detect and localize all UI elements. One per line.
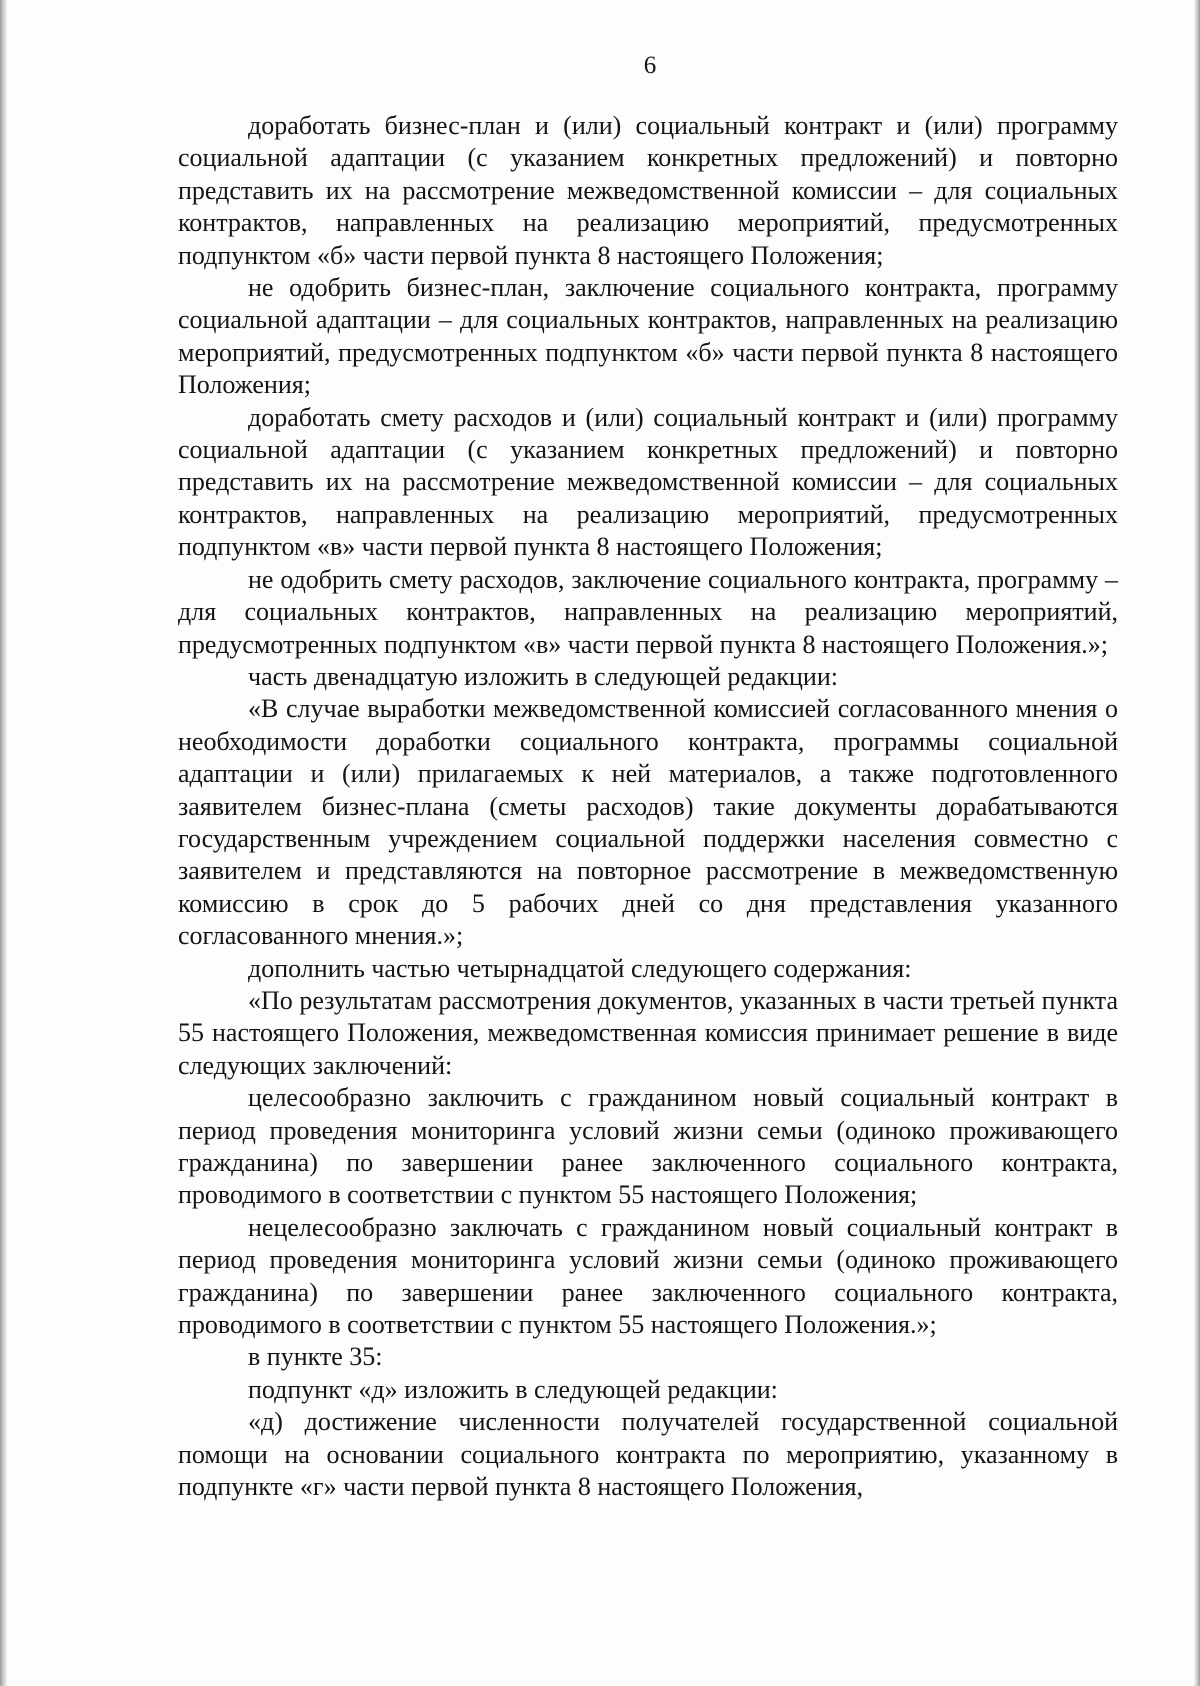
paragraph-part-fourteen-intro: дополнить частью четырнадцатой следующего содержания: bbox=[248, 953, 912, 983]
paragraph-rework-cost-estimate: доработать смету расходов и (или) социальный контракт и (или) программу социальной адаптации (с указанием конкретных предложений) и повторно представить их на рассмотрение межведомственной комиссии – для социальных контрактов, направленных на реализацию мероприятий, предусмотренных подпунктом «в» части первой пункта 8 настоящего Положения; bbox=[178, 402, 1118, 562]
document-body bbox=[178, 110, 1118, 1503]
paragraph-part-twelve-intro: часть двенадцатую изложить в следующей редакции: bbox=[248, 661, 838, 691]
paragraph-reject-business-plan: не одобрить бизнес-план, заключение социального контракта, программу социальной адаптации – для социальных контрактов, направленных на реализацию мероприятий, предусмотренных подпунктом «б» части первой пункта 8 настоящего Положения; bbox=[178, 273, 1118, 400]
scan-edge-right bbox=[1194, 0, 1200, 1686]
paragraph-subclause-d-intro: подпункт «д» изложить в следующей редакции: bbox=[248, 1374, 778, 1404]
paragraph-subclause-d-text: «д) достижение численности получателей государственной социальной помощи на основании социального контракта по мероприятию, указанному в подпункте «г» части первой пункта 8 настоящего Положения, bbox=[178, 1407, 1118, 1502]
scan-edge-left bbox=[0, 0, 7, 1686]
paragraph-rework-business-plan: доработать бизнес-план и (или) социальный контракт и (или) программу социальной адаптации (с указанием конкретных предложений) и повторно представить их на рассмотрение межведомственной комиссии – для социальных контрактов, направленных на реализацию мероприятий, предусмотренных подпунктом «б» части первой пункта 8 настоящего Положения; bbox=[178, 111, 1118, 270]
paragraph-part-twelve-text: «В случае выработки межведомственной комиссией согласованного мнения о необходимости доработки социального контракта, программы социальной адаптации и (или) прилагаемых к ней материалов, а также подготовленного заявителем бизнес-плана (сметы расходов) такие документы дорабатываются государственным учреждением социальной поддержки населения совместно с заявителем и представляются на повторное рассмотрение в межведомственную комиссию в срок до 5 рабочих дней со дня представления указанного согласованного мнения.»; bbox=[178, 694, 1118, 951]
paragraph-clause-35: в пункте 35: bbox=[248, 1342, 383, 1372]
paragraph-new-contract-advisable: целесообразно заключить с гражданином новый социальный контракт в период проведения мониторинга условий жизни семьи (одиноко проживающего гражданина) по завершении ранее заключенного социального контракта, проводимого в соответствии с пунктом 55 настоящего Положения; bbox=[178, 1083, 1118, 1210]
paragraph-part-fourteen-text: «По результатам рассмотрения документов, указанных в части третьей пункта 55 настоящего Положения, межведомственная комиссия принимает решение в виде следующих заключений: bbox=[178, 985, 1118, 1080]
page-number: 6 bbox=[643, 52, 657, 79]
paragraph-new-contract-inadvisable: нецелесообразно заключать с гражданином новый социальный контракт в период проведения мониторинга условий жизни семьи (одиноко проживающего гражданина) по завершении ранее заключенного социального контракта, проводимого в соответствии с пунктом 55 настоящего Положения.»; bbox=[178, 1212, 1118, 1340]
paragraph-reject-cost-estimate: не одобрить смету расходов, заключение социального контракта, программу – для социальных контрактов, направленных на реализацию мероприятий, предусмотренных подпунктом «в» части первой пункта 8 настоящего Положения.»; bbox=[178, 564, 1118, 659]
